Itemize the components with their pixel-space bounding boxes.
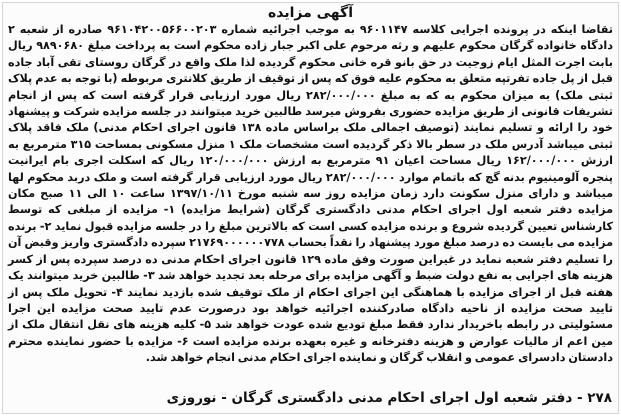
notice-title: آگهی مزایده <box>267 5 353 21</box>
notice-signature: ۲۷۸ - دفتر شعبه اول اجرای احکام مدنی دادگستری گرگان - نوروزی <box>166 390 612 406</box>
notice-body: تقاضا اینکه در پرونده اجرایی کلاسه ۹۶۰۱۱۴۷ به موجب اجرائیه شماره ۹۶۱۰۴۲۰۰۵۶۶۰۰۲۰۳ صادره از شعبه ۲ دادگاه خانواده گرگان محکوم علیهم و رثه مرحوم علی اکبر جبار زاده محکوم است به پرداخت مبلغ ۹۸۹۰۶۸۰ ریال بابت اجرت المثل ایام زوجیت در حق بانو قره خانی محکوم گردیده لذا ملک واقع در گرگان روستای تقی آباد جاده قبل از پل جاده تفرتپه متعلق به محکوم علیه فوق که پس از توقیف از طریق کلانتری مربوطه (با توجه به عدم پلاک ثبتی ملک) به میزان محکوم به که به مبلغ ۲۸۲/۰۰۰/۰۰۰ ریال مورد ارزیابی قرار گرفته است که پس از انجام تشریفات قانونی از طریق مزایده حضوری بفروش میرسد طالبین خرید میتوانند در جلسه مزایده شرکت و پیشنهاد خود را ارائه و تسلیم نمایند (توصیف اجمالی ملک براساس ماده ۱۳۸ قانون اجرای احکام مدنی) ملک فاقد پلاک ثبتی میباشد آدرس ملک در سطر بالا ذکر گردیده است مشخصات ملک ۱ منزل مسکونی بمساحت ۳۱۵ مترمربع به ارزش ۱۶۲/۰۰۰/۰۰۰ ریال مساحت اعیان ۹۱ مترمربع به ارزش ۱۲۰/۰۰۰/۰۰۰ ریال که اسکلت اجری بام ایرانیت پنجره آلومینیوم بدنه گچ که باتمام موارد ۲۸۲/۰۰۰/۰۰۰ ریال مورد ارزیابی قرار گرفته است و ملک دربد محکوم لها میباشد و دارای منزل سکونت دارد زمان مزایده روز سه شنبه مورخ ۱۳۹۷/۱۰/۱۱ ساعت ۱۰ الی ۱۱ صبح مکان مزایده دفتر شعبه اول اجرای احکام مدنی دادگستری گرگان (شرایط مزایده) ۱- مزایده از مبلغی که توسط کارشناس تعیین گردیده شروع و برنده مزایده کسی است که بالاترین مبلغ را در جلسه مزایده قبول نماید ۲- برنده مزایده می بایست ده درصد مبلغ مورد پیشنهاد را نقداً بحساب ۲۱۷۶۹۰۰۰۰۰۰۷۷۸ سپرده دادگستری واریز وقبض آن را تسلیم دفتر شعبه نماید در غیراین صورت وفق ماده ۱۲۹ قانون اجرای احکام مدنی ده درصد سپرده پس از کسر هزینه های اجرایی به نفع دولت ضبط و آگهی مزایده برای مرحله بعد تجدید خواهد شد ۳- طالبین خرید میتوانند یک هفته قبل از اجرای مزایده با هماهنگی این اجرای احکام از ملک توقیف شده بازدید نمایند ۴- تحویل ملک پس از تایید صحت مزایده از ناحیه دادگاه صادرکننده اجرائیه خواهد بود درصورت عدم تایید صحت مزایده این اجرا مسئولیتی در رابطه باخریدار ندارد فقط مبلغ تودیع شده عودت خواهد شد ۵- کلیه هزینه های نقل انتقال ملک از مین اعم از مالیات عوارض و هزینه دفترخانه و غیره بعهده برنده مزایده است ۶- مزایده با حضور نماینده محترم دادستان دادسرای عمومی و انقلاب گرگان و نماینده اجرای احکام مدنی انجام خواهد شد. <box>8 23 614 365</box>
notice-page <box>2 2 619 414</box>
